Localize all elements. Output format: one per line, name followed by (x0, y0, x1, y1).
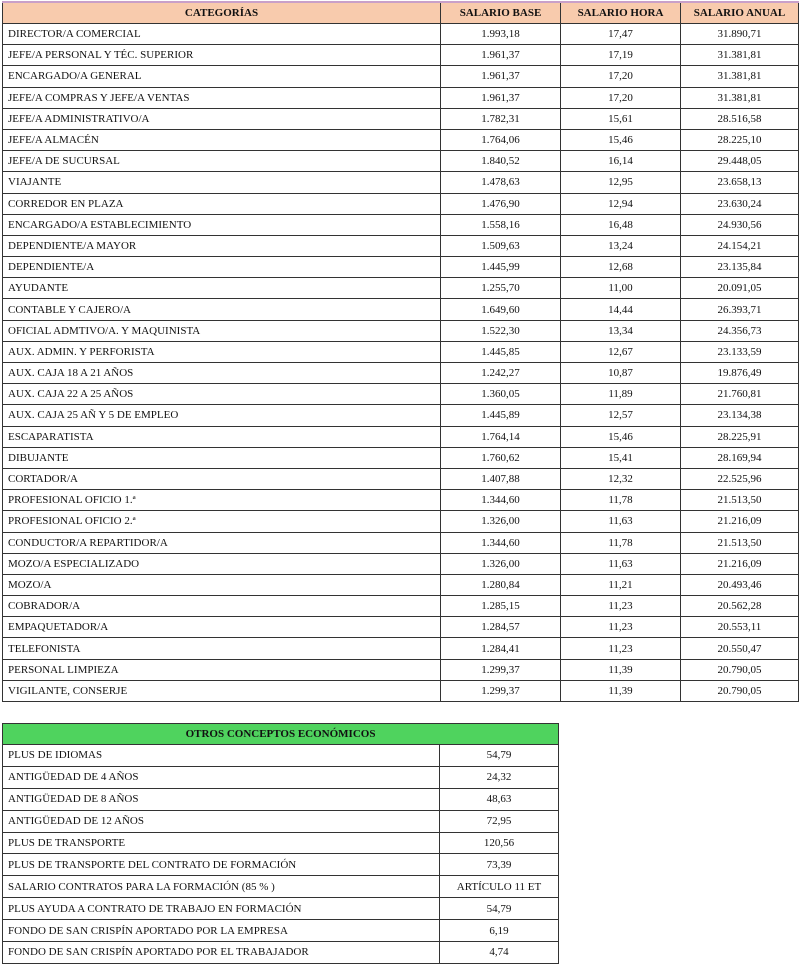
salario-hora-cell: 13,34 (561, 320, 681, 341)
table-row (3, 214, 799, 235)
table-row (3, 151, 799, 172)
salary-table (2, 1, 799, 702)
salario-base-cell: 1.764,14 (441, 426, 561, 447)
salario-anual-cell: 20.493,46 (681, 574, 799, 595)
categoria-cell: CONTABLE Y CAJERO/A (3, 299, 441, 320)
salario-base-cell: 1.476,90 (441, 193, 561, 214)
salario-anual-cell: 23.658,13 (681, 172, 799, 193)
otros-conceptos-table (2, 723, 559, 964)
header-categorias: CATEGORÍAS (3, 2, 441, 24)
categoria-cell: AUX. CAJA 22 A 25 AÑOS (3, 384, 441, 405)
concepto-label-cell: ANTIGÜEDAD DE 12 AÑOS (3, 810, 440, 832)
salario-hora-cell: 11,23 (561, 638, 681, 659)
categoria-cell: EMPAQUETADOR/A (3, 617, 441, 638)
table-row (3, 766, 559, 788)
salario-hora-cell: 11,23 (561, 617, 681, 638)
table-row (3, 320, 799, 341)
concepto-value-cell: 73,39 (440, 854, 559, 876)
concepto-value-cell: 4,74 (440, 942, 559, 964)
salario-base-cell: 1.280,84 (441, 574, 561, 595)
salario-hora-cell: 12,95 (561, 172, 681, 193)
table-row (3, 108, 799, 129)
salario-base-cell: 1.242,27 (441, 363, 561, 384)
salario-hora-cell: 11,63 (561, 553, 681, 574)
salario-anual-cell: 20.553,11 (681, 617, 799, 638)
header-salario-base: SALARIO BASE (441, 2, 561, 24)
salario-base-cell: 1.961,37 (441, 66, 561, 87)
salario-base-cell: 1.478,63 (441, 172, 561, 193)
concepto-label-cell: PLUS DE TRANSPORTE DEL CONTRATO DE FORMACIÓN (3, 854, 440, 876)
salario-base-cell: 1.284,41 (441, 638, 561, 659)
table-row (3, 876, 559, 898)
salario-hora-cell: 17,20 (561, 87, 681, 108)
categoria-cell: AUX. CAJA 18 A 21 AÑOS (3, 363, 441, 384)
salario-base-cell: 1.326,00 (441, 511, 561, 532)
categoria-cell: MOZO/A (3, 574, 441, 595)
salario-base-cell: 1.558,16 (441, 214, 561, 235)
salario-hora-cell: 16,48 (561, 214, 681, 235)
table-row (3, 596, 799, 617)
concepto-label-cell: ANTIGÜEDAD DE 8 AÑOS (3, 788, 440, 810)
table-row (3, 788, 559, 810)
categoria-cell: CONDUCTOR/A REPARTIDOR/A (3, 532, 441, 553)
concepto-label-cell: FONDO DE SAN CRISPÍN APORTADO POR EL TRABAJADOR (3, 942, 440, 964)
categoria-cell: AUX. ADMIN. Y PERFORISTA (3, 341, 441, 362)
table-row (3, 24, 799, 45)
salario-hora-cell: 15,46 (561, 426, 681, 447)
salario-hora-cell: 11,00 (561, 278, 681, 299)
concepto-value-cell: 72,95 (440, 810, 559, 832)
salario-hora-cell: 14,44 (561, 299, 681, 320)
table-row (3, 384, 799, 405)
categoria-cell: DEPENDIENTE/A MAYOR (3, 235, 441, 256)
table-row (3, 920, 559, 942)
categoria-cell: CORTADOR/A (3, 468, 441, 489)
otros-table-header (3, 724, 559, 745)
salario-anual-cell: 24.154,21 (681, 235, 799, 256)
table-row (3, 257, 799, 278)
salario-anual-cell: 31.890,71 (681, 24, 799, 45)
table-row (3, 680, 799, 701)
salario-anual-cell: 24.930,56 (681, 214, 799, 235)
concepto-value-cell: 24,32 (440, 766, 559, 788)
table-row (3, 810, 559, 832)
categoria-cell: DEPENDIENTE/A (3, 257, 441, 278)
salario-base-cell: 1.764,06 (441, 129, 561, 150)
table-row (3, 942, 559, 964)
table-row (3, 832, 559, 854)
salario-anual-cell: 21.513,50 (681, 490, 799, 511)
salario-anual-cell: 19.876,49 (681, 363, 799, 384)
salario-hora-cell: 11,23 (561, 596, 681, 617)
otros-header: OTROS CONCEPTOS ECONÓMICOS (3, 724, 559, 745)
table-row (3, 426, 799, 447)
categoria-cell: PROFESIONAL OFICIO 1.ª (3, 490, 441, 511)
salario-base-cell: 1.299,37 (441, 680, 561, 701)
table-row (3, 66, 799, 87)
table-row (3, 574, 799, 595)
salario-anual-cell: 21.513,50 (681, 532, 799, 553)
salario-anual-cell: 28.169,94 (681, 447, 799, 468)
categoria-cell: ESCAPARATISTA (3, 426, 441, 447)
table-row (3, 490, 799, 511)
salario-anual-cell: 20.790,05 (681, 680, 799, 701)
table-row (3, 235, 799, 256)
header-salario-anual: SALARIO ANUAL (681, 2, 799, 24)
table-row (3, 511, 799, 532)
salario-anual-cell: 31.381,81 (681, 87, 799, 108)
salario-hora-cell: 15,46 (561, 129, 681, 150)
salario-hora-cell: 11,39 (561, 680, 681, 701)
table-row (3, 553, 799, 574)
salario-anual-cell: 28.225,91 (681, 426, 799, 447)
salario-anual-cell: 23.133,59 (681, 341, 799, 362)
table-row (3, 172, 799, 193)
salario-base-cell: 1.445,85 (441, 341, 561, 362)
salario-hora-cell: 12,67 (561, 341, 681, 362)
salario-hora-cell: 11,78 (561, 532, 681, 553)
categoria-cell: MOZO/A ESPECIALIZADO (3, 553, 441, 574)
salario-hora-cell: 11,39 (561, 659, 681, 680)
concepto-label-cell: FONDO DE SAN CRISPÍN APORTADO POR LA EMPRESA (3, 920, 440, 942)
salario-anual-cell: 21.216,09 (681, 553, 799, 574)
salario-anual-cell: 29.448,05 (681, 151, 799, 172)
categoria-cell: JEFE/A ALMACÉN (3, 129, 441, 150)
table-row (3, 854, 559, 876)
salario-base-cell: 1.760,62 (441, 447, 561, 468)
categoria-cell: VIAJANTE (3, 172, 441, 193)
categoria-cell: COBRADOR/A (3, 596, 441, 617)
categoria-cell: JEFE/A ADMINISTRATIVO/A (3, 108, 441, 129)
salario-hora-cell: 15,61 (561, 108, 681, 129)
categoria-cell: TELEFONISTA (3, 638, 441, 659)
salario-hora-cell: 17,19 (561, 45, 681, 66)
salario-hora-cell: 15,41 (561, 447, 681, 468)
salario-base-cell: 1.344,60 (441, 490, 561, 511)
salario-hora-cell: 11,78 (561, 490, 681, 511)
salario-anual-cell: 24.356,73 (681, 320, 799, 341)
salario-base-cell: 1.255,70 (441, 278, 561, 299)
header-salario-hora: SALARIO HORA (561, 2, 681, 24)
concepto-label-cell: PLUS DE TRANSPORTE (3, 832, 440, 854)
salario-anual-cell: 28.516,58 (681, 108, 799, 129)
categoria-cell: ENCARGADO/A GENERAL (3, 66, 441, 87)
salario-anual-cell: 20.790,05 (681, 659, 799, 680)
salario-anual-cell: 23.134,38 (681, 405, 799, 426)
categoria-cell: VIGILANTE, CONSERJE (3, 680, 441, 701)
salario-anual-cell: 21.216,09 (681, 511, 799, 532)
table-row (3, 193, 799, 214)
salario-hora-cell: 12,57 (561, 405, 681, 426)
table-row (3, 278, 799, 299)
salario-base-cell: 1.522,30 (441, 320, 561, 341)
salario-anual-cell: 23.630,24 (681, 193, 799, 214)
salario-hora-cell: 17,20 (561, 66, 681, 87)
categoria-cell: ENCARGADO/A ESTABLECIMIENTO (3, 214, 441, 235)
categoria-cell: AYUDANTE (3, 278, 441, 299)
table-row (3, 532, 799, 553)
salario-base-cell: 1.344,60 (441, 532, 561, 553)
salario-hora-cell: 10,87 (561, 363, 681, 384)
salario-hora-cell: 12,68 (561, 257, 681, 278)
salario-anual-cell: 20.091,05 (681, 278, 799, 299)
salario-base-cell: 1.649,60 (441, 299, 561, 320)
concepto-label-cell: SALARIO CONTRATOS PARA LA FORMACIÓN (85 % ) (3, 876, 440, 898)
salario-anual-cell: 22.525,96 (681, 468, 799, 489)
concepto-value-cell: 6,19 (440, 920, 559, 942)
salario-hora-cell: 11,21 (561, 574, 681, 595)
categoria-cell: AUX. CAJA 25 AÑ Y 5 DE EMPLEO (3, 405, 441, 426)
salario-anual-cell: 20.562,28 (681, 596, 799, 617)
table-row (3, 447, 799, 468)
table-row (3, 659, 799, 680)
categoria-cell: JEFE/A COMPRAS Y JEFE/A VENTAS (3, 87, 441, 108)
table-row (3, 129, 799, 150)
salario-base-cell: 1.360,05 (441, 384, 561, 405)
salario-hora-cell: 13,24 (561, 235, 681, 256)
salario-base-cell: 1.285,15 (441, 596, 561, 617)
salario-anual-cell: 21.760,81 (681, 384, 799, 405)
table-row (3, 898, 559, 920)
salario-base-cell: 1.445,89 (441, 405, 561, 426)
salario-base-cell: 1.961,37 (441, 87, 561, 108)
table-row (3, 745, 559, 767)
table-row (3, 299, 799, 320)
table-row (3, 468, 799, 489)
salario-base-cell: 1.509,63 (441, 235, 561, 256)
salario-base-cell: 1.840,52 (441, 151, 561, 172)
salario-base-cell: 1.993,18 (441, 24, 561, 45)
concepto-value-cell: 54,79 (440, 898, 559, 920)
concepto-label-cell: PLUS DE IDIOMAS (3, 745, 440, 767)
salario-anual-cell: 20.550,47 (681, 638, 799, 659)
salario-base-cell: 1.284,57 (441, 617, 561, 638)
salario-anual-cell: 28.225,10 (681, 129, 799, 150)
salario-hora-cell: 16,14 (561, 151, 681, 172)
salario-base-cell: 1.961,37 (441, 45, 561, 66)
table-row (3, 363, 799, 384)
categoria-cell: JEFE/A DE SUCURSAL (3, 151, 441, 172)
concepto-label-cell: ANTIGÜEDAD DE 4 AÑOS (3, 766, 440, 788)
salario-anual-cell: 26.393,71 (681, 299, 799, 320)
salario-base-cell: 1.299,37 (441, 659, 561, 680)
categoria-cell: PERSONAL LIMPIEZA (3, 659, 441, 680)
table-row (3, 617, 799, 638)
salario-base-cell: 1.782,31 (441, 108, 561, 129)
categoria-cell: OFICIAL ADMTIVO/A. Y MAQUINISTA (3, 320, 441, 341)
categoria-cell: PROFESIONAL OFICIO 2.ª (3, 511, 441, 532)
concepto-label-cell: PLUS AYUDA A CONTRATO DE TRABAJO EN FORMACIÓN (3, 898, 440, 920)
table-row (3, 638, 799, 659)
salario-hora-cell: 12,32 (561, 468, 681, 489)
categoria-cell: DIBUJANTE (3, 447, 441, 468)
salario-anual-cell: 31.381,81 (681, 45, 799, 66)
table-row (3, 87, 799, 108)
salario-anual-cell: 23.135,84 (681, 257, 799, 278)
table-row (3, 405, 799, 426)
table-row (3, 45, 799, 66)
concepto-value-cell: 48,63 (440, 788, 559, 810)
concepto-value-cell: ARTÍCULO 11 ET (440, 876, 559, 898)
salary-table-header (3, 2, 799, 24)
table-row (3, 341, 799, 362)
salario-anual-cell: 31.381,81 (681, 66, 799, 87)
categoria-cell: DIRECTOR/A COMERCIAL (3, 24, 441, 45)
salario-base-cell: 1.445,99 (441, 257, 561, 278)
concepto-value-cell: 120,56 (440, 832, 559, 854)
salario-base-cell: 1.407,88 (441, 468, 561, 489)
categoria-cell: CORREDOR EN PLAZA (3, 193, 441, 214)
salario-base-cell: 1.326,00 (441, 553, 561, 574)
salario-hora-cell: 12,94 (561, 193, 681, 214)
categoria-cell: JEFE/A PERSONAL Y TÉC. SUPERIOR (3, 45, 441, 66)
salario-hora-cell: 17,47 (561, 24, 681, 45)
salario-hora-cell: 11,63 (561, 511, 681, 532)
salario-hora-cell: 11,89 (561, 384, 681, 405)
concepto-value-cell: 54,79 (440, 745, 559, 767)
